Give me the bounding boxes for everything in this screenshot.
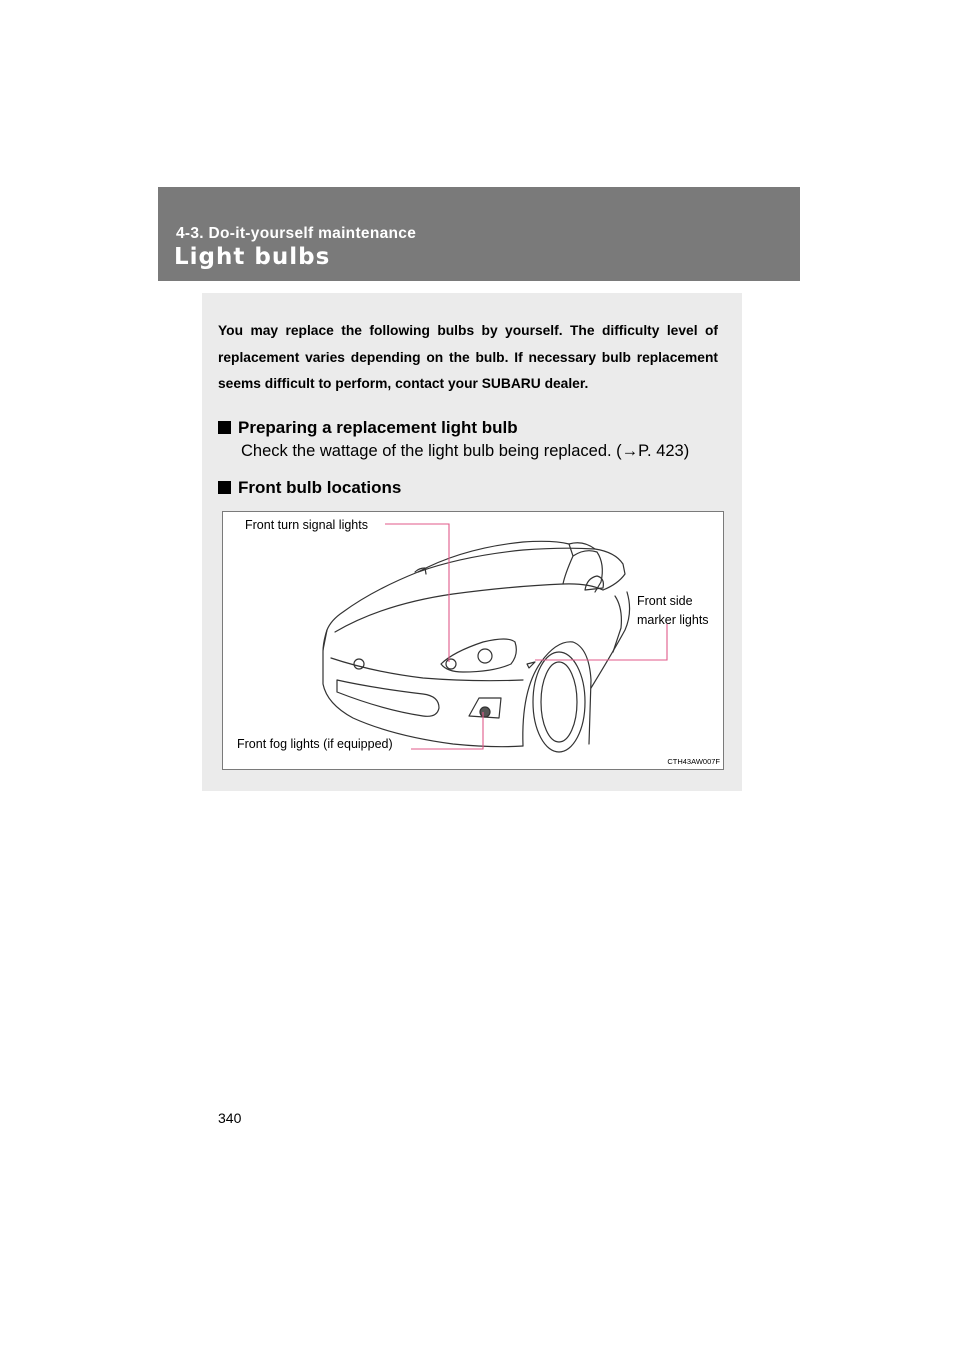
intro-paragraph: You may replace the following bulbs by yourself. The difficulty level of replacement varies depending on the bulb. If necessary bulb replacement seems difficult to perform, contact your SUBARU dealer. [218,323,718,391]
label-turn-signal: Front turn signal lights [245,518,368,532]
label-fog: Front fog lights (if equipped) [237,737,393,751]
heading-front-bulbs-text: Front bulb locations [238,478,402,497]
car-illustration-icon [223,512,723,769]
label-side-marker-line1: Front side [637,594,693,608]
content-box [202,293,742,791]
black-square-bullet-icon [218,421,231,434]
label-side-marker-line2: marker lights [637,613,709,627]
section-label: 4-3. Do-it-yourself maintenance [176,225,417,242]
heading-preparing [218,418,518,438]
black-square-bullet-icon [218,481,231,494]
page-title: Light bulbs [174,244,331,270]
bulb-location-figure [222,511,724,770]
heading-preparing-text: Preparing a replacement light bulb [238,418,518,437]
header-bar [158,187,800,281]
preparing-text: Check the wattage of the light bulb being replaced. (→P. 423) [241,442,690,460]
page-number: 340 [218,1110,242,1126]
figure-code: CTH43AW007F [667,757,720,766]
heading-front-bulbs [218,478,401,498]
